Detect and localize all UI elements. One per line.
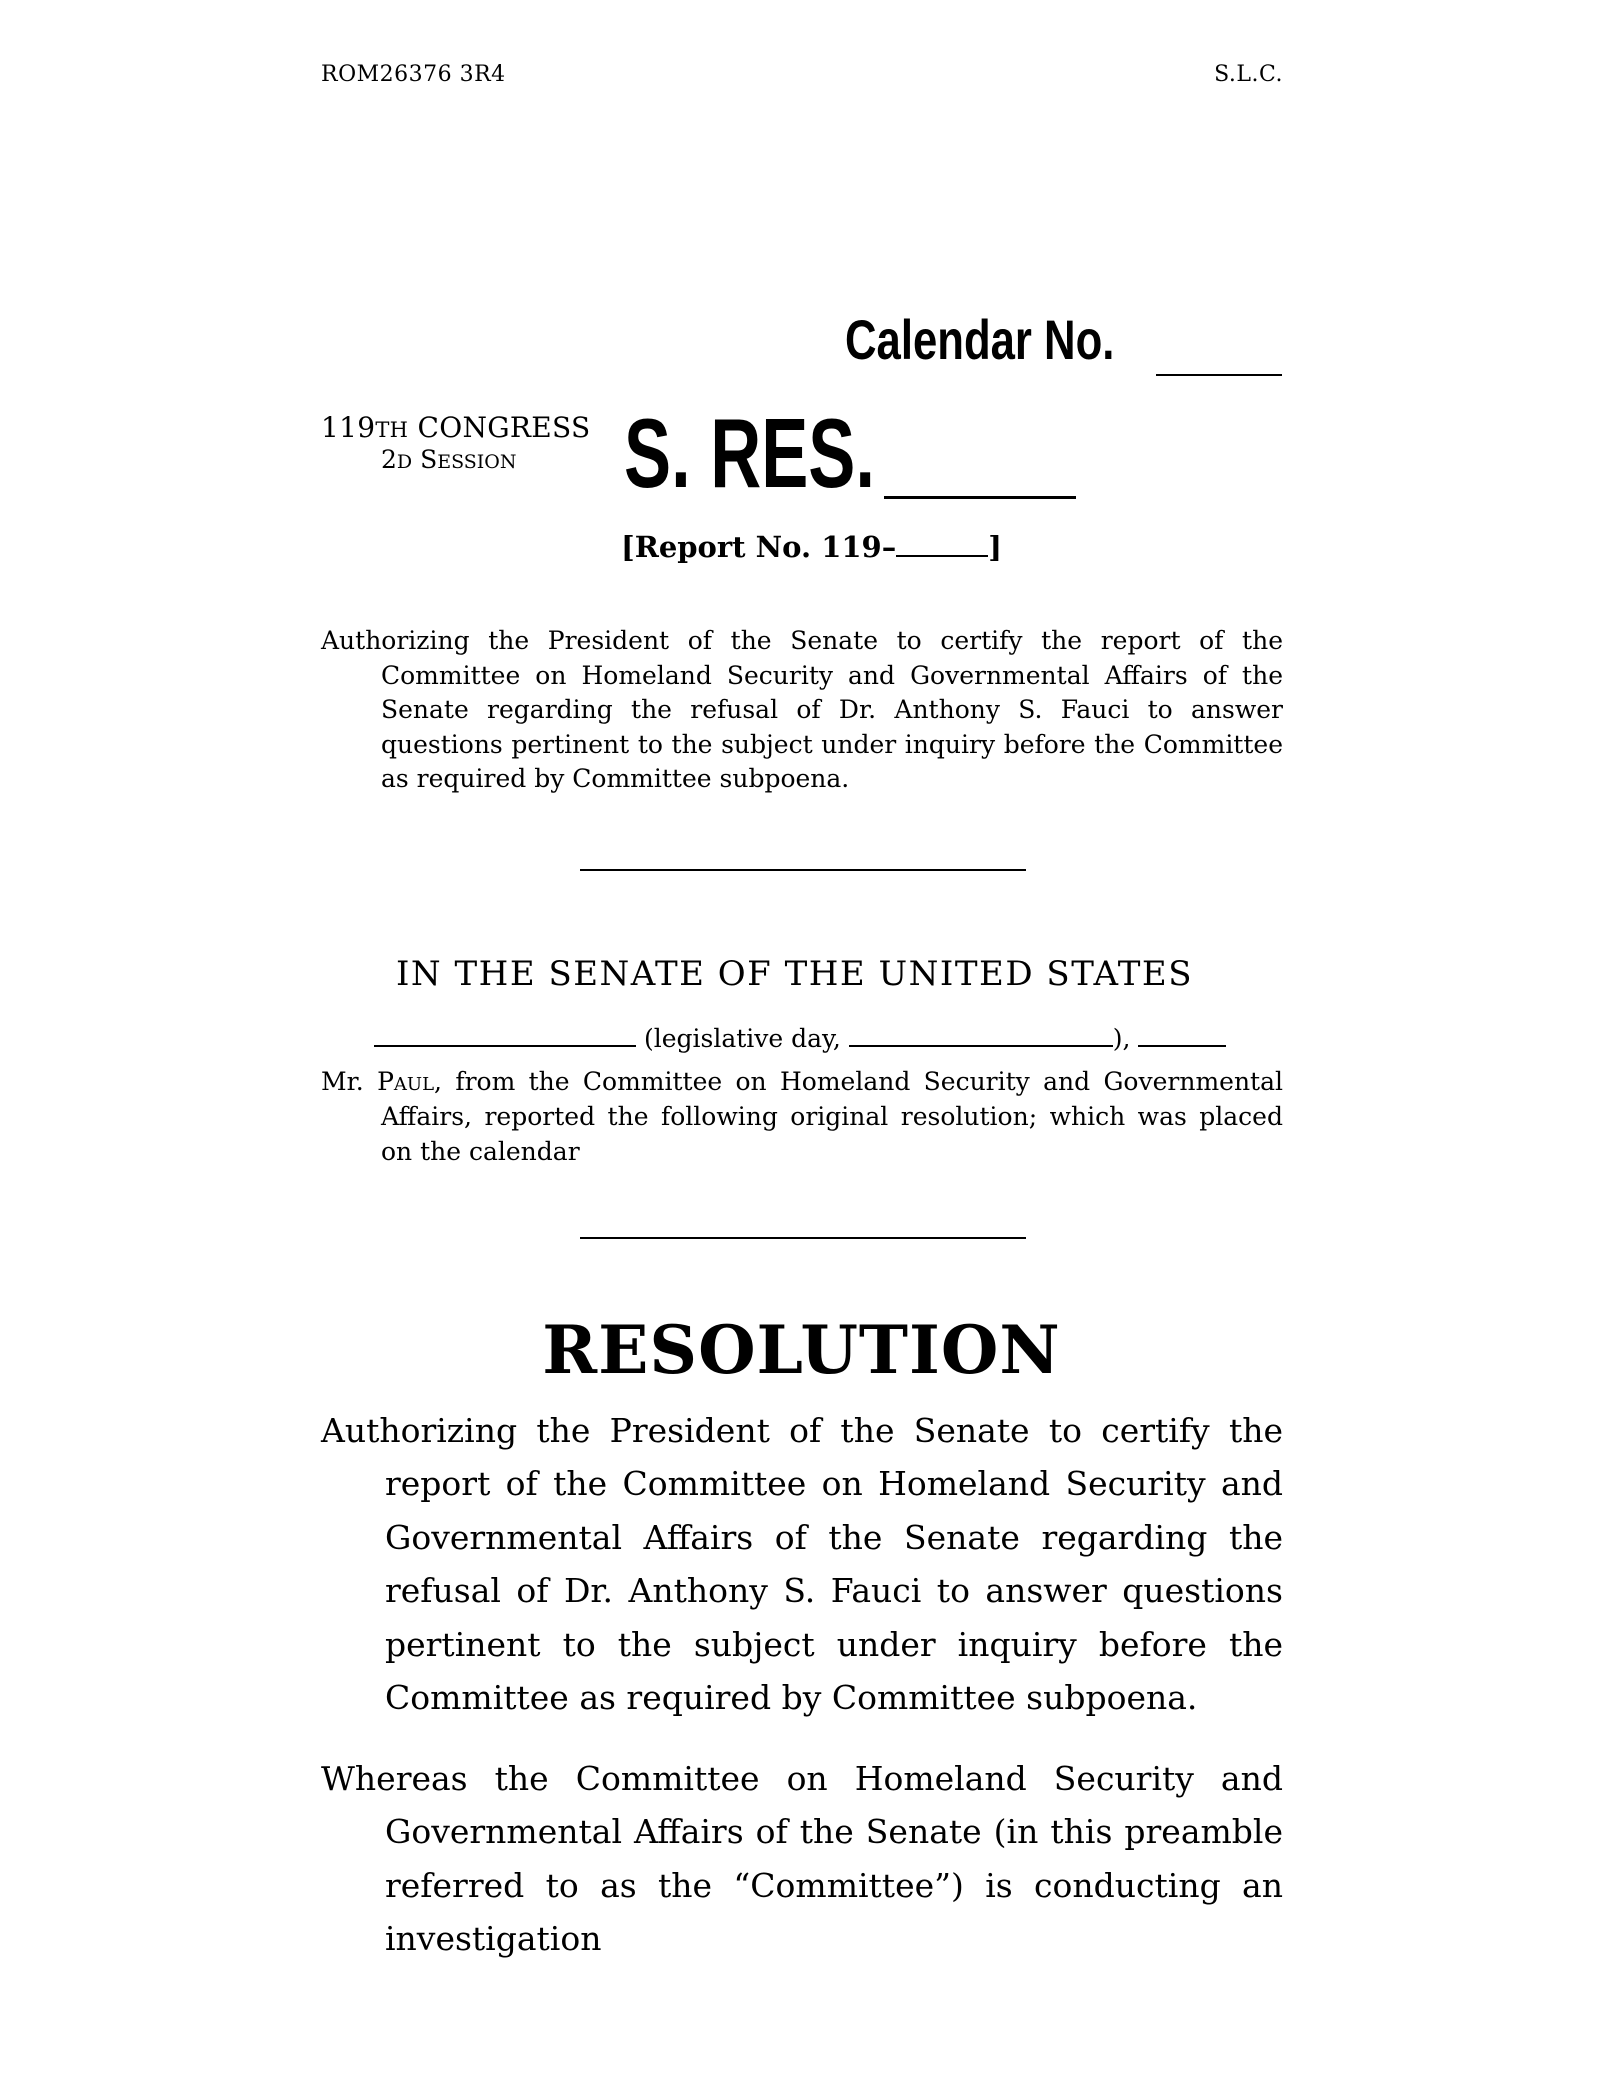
session-suffix: D [396,451,413,473]
congress-number: 119 [321,411,376,444]
session-number: 2 [381,445,397,474]
legislative-day-label: (legislative day, [643,1024,841,1053]
bill-number-blank [884,496,1076,499]
legislative-day-close: ), [1112,1024,1131,1053]
congress-word: CONGRESS [417,411,591,444]
divider-rule [580,869,1026,871]
congress-label [321,412,591,446]
legislative-day-blank [849,1044,1113,1047]
report-suffix: ] [988,530,1002,564]
session-initial: S [420,445,438,474]
sponsor-statement [321,1064,1283,1169]
calendar-label: Calendar No. [845,308,1115,371]
summary-title: Authorizing the President of the Senate to certify the report of the Committee on Homeland Security and Governmental Affairs of the Senate regarding the refusal of Dr. Anthony S. Fauci to answer questions pertinent to the subject under inquiry before the Committee as required by Committee subpoena. [321,626,1283,793]
document-id: ROM26376 3R4 [321,62,506,87]
year-blank [1138,1044,1226,1047]
sponsor-title: Mr. [321,1067,364,1096]
resolution-heading: RESOLUTION [542,1311,1061,1389]
report-prefix: [Report No. 119– [621,530,897,564]
calendar-number-blank [1156,374,1282,376]
report-number-blank [896,554,988,557]
report-number [621,530,1002,564]
sponsor-name: Paul [377,1067,435,1096]
legislative-day-line [374,1024,1226,1054]
sponsor-text: , from the Committee on Homeland Security and Governmental Affairs, reported the following original resolution; which was placed on the calendar [381,1067,1283,1166]
session-label [381,446,517,476]
date-blank [374,1044,636,1047]
session-rest: ESSION [437,451,517,473]
office-code: S.L.C. [1214,62,1283,87]
bill-designation: S. RES. [624,398,875,508]
chamber-heading: IN THE SENATE OF THE UNITED STATES [396,954,1194,994]
whereas-clause: Whereas the Committee on Homeland Security and Governmental Affairs of the Senate (in this preamble referred to as the “Committee”) is conducting an investigation [321,1759,1283,1959]
resolution-title: Authorizing the President of the Senate to certify the report of the Committee on Homeland Security and Governmental Affairs of the Senate regarding the refusal of Dr. Anthony S. Fauci to answer questions pertinent to the subject under inquiry before the Committee as required by Committee subpoena. [321,1411,1283,1718]
divider-rule [580,1237,1026,1239]
congress-suffix: TH [375,418,409,442]
